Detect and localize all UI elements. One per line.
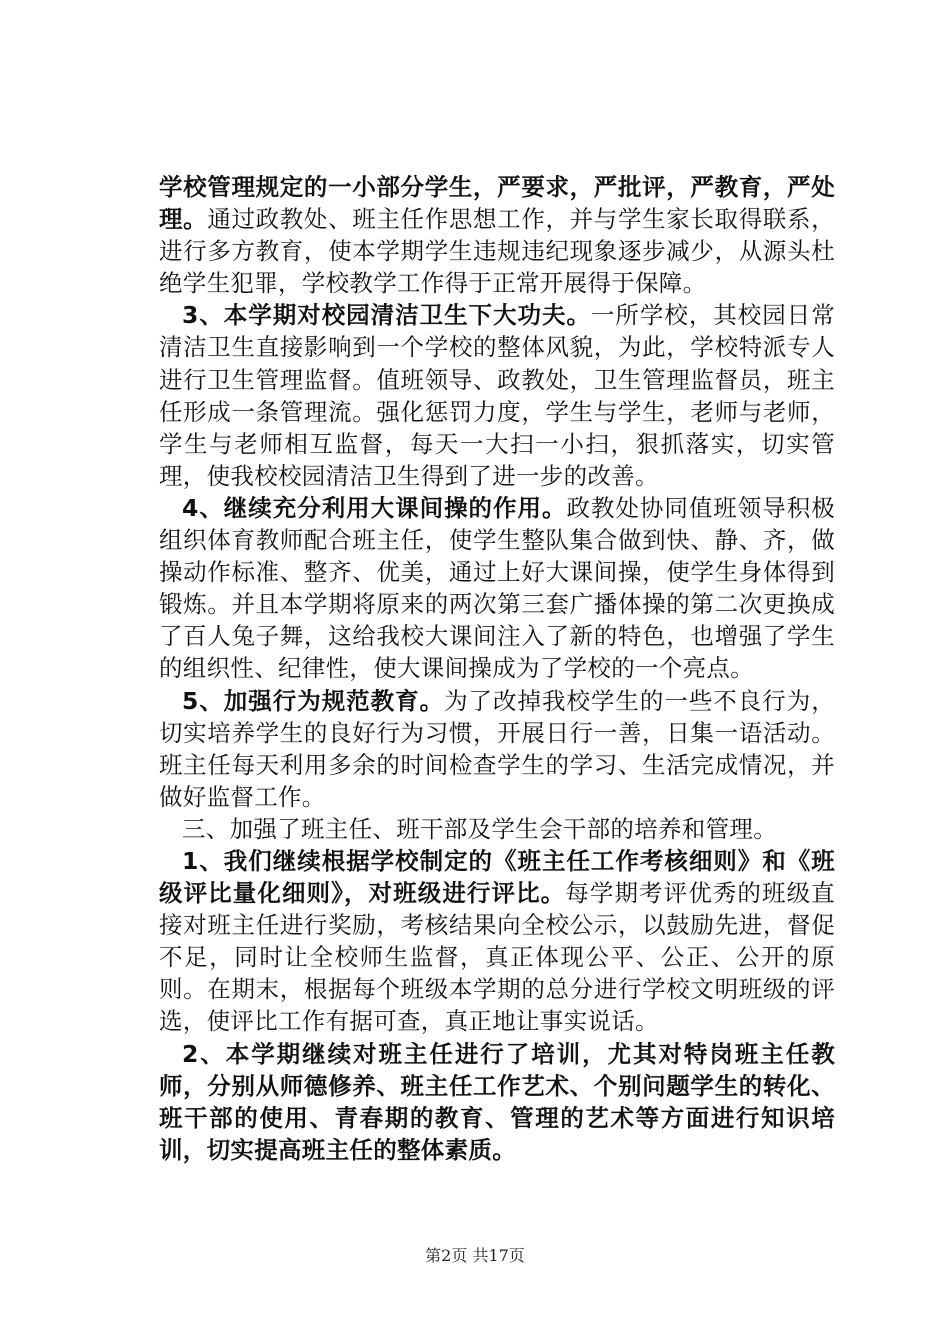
paragraph-text: 一所学校，其校园日常清洁卫生直接影响到一个学校的整体风貌，为此，学校特派专人进行卫生管理监督。值班领导、政教处，卫生管理监督员，班主任形成一条管理流。强化惩罚力度，学生与学生，老师与老师，学生与老师相互监督，每天一大扫一小扫，狠抓落实，切实管理，使我校校园清洁卫生得到了进一步的改善。 [159,301,836,490]
paragraph-7 [159,1038,835,1166]
paragraph-6 [159,845,835,1038]
paragraph-text: 政教处协同值班领导积极组织体育教师配合班主任，使学生整队集合做到快、静、齐，做操动作标准、整齐、优美，通过上好大课间操，使学生身体得到锻炼。并且本学期将原来的两次第三套广播体操的第二次更换成了百人兔子舞，这给我校大课间注入了新的特色，也增强了学生的组织性、纪律性，使大课间操成为了学校的一个亮点。 [159,493,835,683]
paragraph-lead: 2、本学期继续对班主任进行了培训，尤其对特岗班主任教师，分别从师德修养、班主任工作艺术、个别问题学生的转化、班干部的使用、青春期的教育、管理的艺术等方面进行知识培训，切实提高班主任的整体素质。 [159,1039,835,1164]
paragraph-text: 三、加强了班主任、班干部及学生会干部的培养和管理。 [182,814,777,843]
section-heading [159,813,835,845]
paragraph-lead: 3、本学期对校园清洁卫生下大功夫。 [182,301,591,330]
paragraph-lead: 1、我们继续根据学校制定的《班主任工作考核细则》和《班级评比量化细则》，对班级进行评比。 [159,846,835,908]
paragraph-4 [159,685,835,813]
paragraph-3 [159,492,835,685]
paragraph-text: 为了改掉我校学生的一些不良行为，切实培养学生的良好行为习惯，开展日行一善，日集一语活动。班主任每天利用多余的时间检查学生的学习、生活完成情况，并做好监督工作。 [159,686,835,811]
paragraph-lead: 5、加强行为规范教育。 [182,686,445,715]
paragraph-2 [159,299,835,492]
paragraph-1 [159,171,835,299]
paragraph-lead: 学校管理规定的一小部分学生，严要求，严批评，严教育，严处理。 [159,173,835,234]
document-body [159,171,835,1166]
paragraph-text: 每学期考评优秀的班级直接对班主任进行奖励，考核结果向全校公示，以鼓励先进，督促不足，同时让全校师生监督，真正体现公平、公正、公开的原则。在期末，根据每个班级本学期的总分进行学校文明班级的评选，使评比工作有据可查，真正地让事实说话。 [159,879,835,1036]
page-number-footer: 第2页 共17页 [425,1246,525,1265]
paragraph-lead: 4、继续充分利用大课间操的作用。 [182,493,567,522]
paragraph-text: 通过政教处、班主任作思想工作，并与学生家长取得联系，进行多方教育，使本学期学生违规违纪现象逐步减少，从源头杜绝学生犯罪，学校教学工作得于正常开展得于保障。 [159,205,835,298]
